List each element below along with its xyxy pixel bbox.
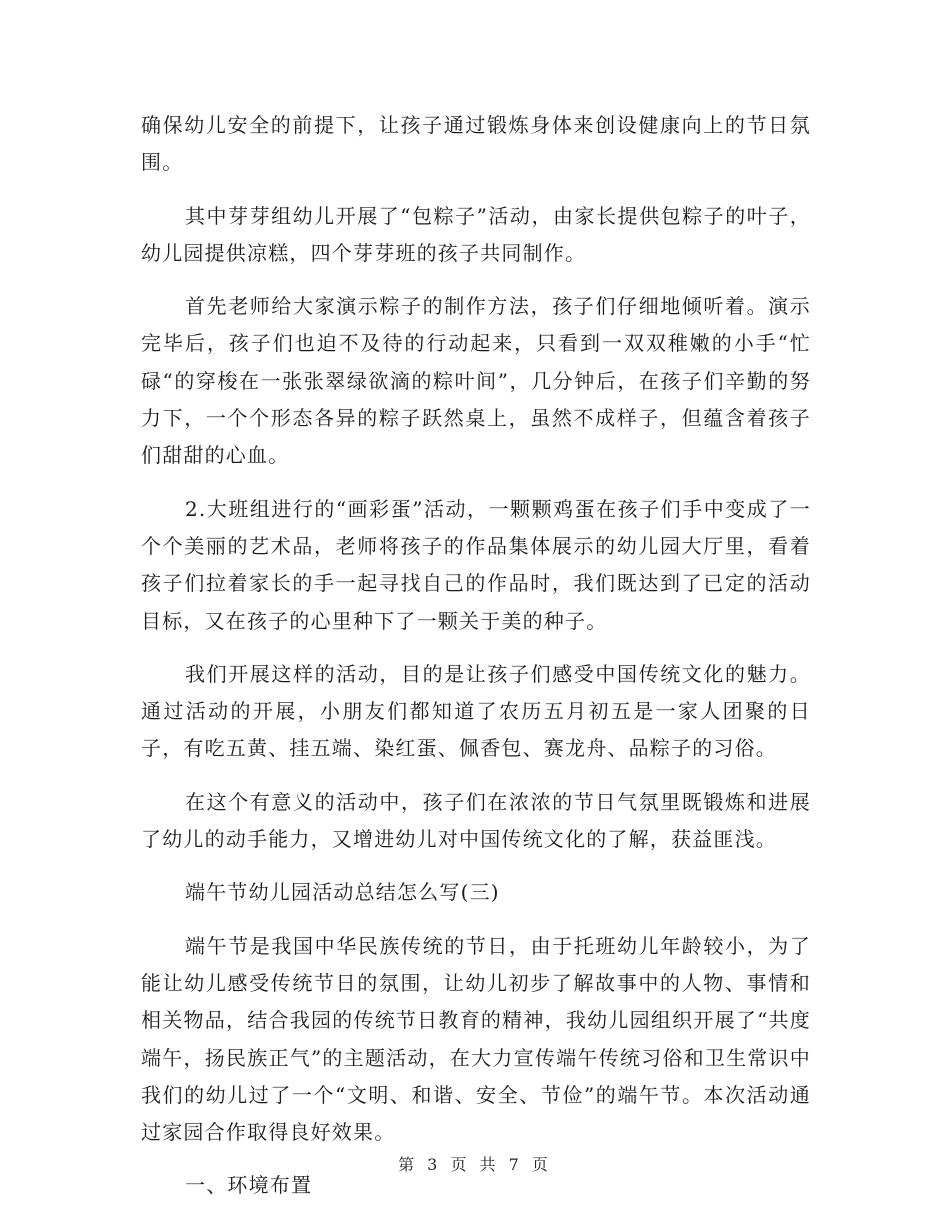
paragraph-conclusion: 在这个有意义的活动中，孩子们在浓浓的节日气氛里既锻炼和进展了幼儿的动手能力，又增进幼儿对中国传统文化的了解，获益匪浅。 bbox=[141, 789, 811, 852]
paragraph-demonstration: 首先老师给大家演示粽子的制作方法，孩子们仔细地倾听着。演示完毕后，孩子们也迫不及待的行动起来，只看到一双双稚嫩的小手“忙碌“的穿梭在一张张翠绿欲滴的粽叶间”，几分钟后，在孩子们辛勤的努力下，一个个形态各异的粽子跃然桌上，虽然不成样子，但蕴含着孩子们甜甜的心血。 bbox=[141, 294, 811, 468]
document-body bbox=[141, 107, 811, 1221]
paragraph-painted-eggs: 2.大班组进行的“画彩蛋”活动，一颗颗鸡蛋在孩子们手中变成了一个个美丽的艺术品，老师将孩子的作品集体展示的幼儿园大厅里，看着孩子们拉着家长的手一起寻找自己的作品时，我们既达到了已定的活动目标，又在孩子的心里种下了一颗关于美的种子。 bbox=[141, 496, 811, 633]
paragraph-continuation: 确保幼儿安全的前提下，让孩子通过锻炼身体来创设健康向上的节日氛围。 bbox=[141, 113, 811, 175]
subheading-environment: 一、环境布置 bbox=[185, 1173, 313, 1198]
paragraph-purpose: 我们开展这样的活动，目的是让孩子们感受中国传统文化的魅力。通过活动的开展，小朋友们都知道了农历五月初五是一家人团聚的日子，有吃五黄、挂五端、染红蛋、佩香包、赛龙舟、品粽子的习俗。 bbox=[141, 661, 811, 761]
paragraph-nursery-intro: 端午节是我国中华民族传统的节日，由于托班幼儿年龄较小，为了能让幼儿感受传统节日的氛围，让幼儿初步了解故事中的人物、事情和相关物品，结合我园的传统节日教育的精神，我幼儿园组织开展了“共度端午，扬民族正气”的主题活动，在大力宣传端午传统习俗和卫生常识中我们的幼儿过了一个“文明、和谐、安全、节俭”的端午节。本次活动通过家园合作取得良好效果。 bbox=[141, 933, 811, 1145]
section-heading-part-three: 端午节幼儿园活动总结怎么写(三) bbox=[185, 880, 500, 905]
paragraph-zongzi-activity: 其中芽芽组幼儿开展了“包粽子”活动，由家长提供包粽子的叶子，幼儿园提供凉糕，四个芽芽班的孩子共同制作。 bbox=[141, 203, 811, 265]
page-number-footer: 第 3 页 共 7 页 bbox=[398, 1155, 552, 1174]
